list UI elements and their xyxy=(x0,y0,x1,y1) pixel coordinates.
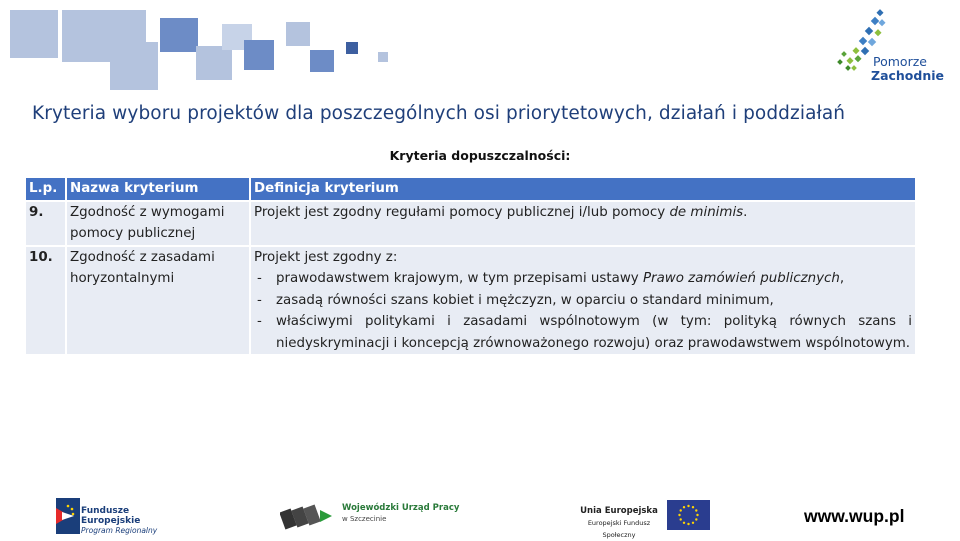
table-row xyxy=(26,202,915,245)
fundusze-europejskie-logo-icon xyxy=(56,498,80,534)
criterion-definition xyxy=(251,202,915,245)
list-item xyxy=(254,268,912,290)
wup-line1: Wojewódzki Urząd Pracy xyxy=(342,503,460,513)
wup-line2: w Szczecinie xyxy=(342,515,387,523)
wup-text xyxy=(342,503,459,525)
list-item-text: prawodawstwem krajowym, w tym przepisami ustawy xyxy=(276,271,643,286)
definition-text: Projekt jest zgodny regułami pomocy publicznej i/lub pomocy xyxy=(254,204,670,220)
wup-logo-icon xyxy=(280,500,338,530)
definition-italic-text: de minimis xyxy=(669,204,744,220)
definition-list xyxy=(254,268,912,354)
fundusze-europejskie-text xyxy=(81,506,157,536)
website-link[interactable]: www.wup.pl xyxy=(804,506,905,526)
criterion-definition xyxy=(251,247,915,355)
ue-line2: Europejski Fundusz Społeczny xyxy=(587,519,651,539)
list-item-end: , xyxy=(839,271,845,286)
fe-line3: Program Regionalny xyxy=(81,526,158,535)
criterion-name: Zgodność z zasadami horyzontalnymi xyxy=(67,247,249,355)
table-row xyxy=(26,247,915,355)
logo-text-pomorze: Pomorze xyxy=(873,54,927,69)
column-header-lp: L.p. xyxy=(26,178,65,200)
list-item-italic-text: Prawo zamówień publicznych xyxy=(642,271,840,286)
column-header-name: Nazwa kryterium xyxy=(67,178,249,200)
ue-line1: Unia Europejska xyxy=(580,506,658,516)
fe-line2: Europejskie xyxy=(81,516,141,526)
eu-flag-icon xyxy=(667,500,710,530)
definition-intro: Projekt jest zgodny z: xyxy=(254,249,398,265)
definition-end: . xyxy=(743,204,748,220)
list-item: - właściwymi politykami i zasadami wspólnotowym (w tym: polityką równych szans i niedyskryminacji i koncepcją zrównoważonego rozwoju) oraz prawodawstwem wspólnotowym. xyxy=(254,311,912,354)
table-header-row xyxy=(26,178,915,200)
row-number: 10. xyxy=(26,247,65,355)
logo-text-zachodnie: Zachodnie xyxy=(871,68,945,83)
column-header-definition: Definicja kryterium xyxy=(251,178,915,200)
row-number: 9. xyxy=(26,202,65,245)
criteria-table xyxy=(24,176,917,356)
section-subtitle: Kryteria dopuszczalności: xyxy=(389,148,571,163)
list-item: - zasadą równości szans kobiet i mężczyzn, w oparciu o standard minimum, xyxy=(254,290,912,312)
fe-line1: Fundusze xyxy=(81,506,130,516)
criterion-name: Zgodność z wymogami pomocy publicznej xyxy=(67,202,249,245)
page-title: Kryteria wyboru projektów dla poszczególnych osi priorytetowych, działań i poddziałań xyxy=(32,103,846,124)
ue-text xyxy=(576,505,662,541)
